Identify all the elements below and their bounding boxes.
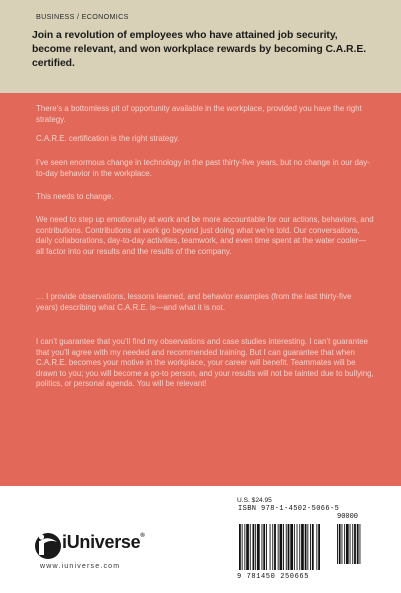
barcode-bar (239, 524, 241, 570)
paragraph-5: We need to step up emotionally at work and be more accountable for our actions, behaviors, and contributions. Contributions at work go beyond just doing what we’re told. Our conversations, daily collaborations, day-to-day activities, teamwork, and even time spent at the water cooler—all factor into our results and the results of the company. (36, 215, 374, 256)
paragraph-3: I’ve seen enormous change in technology in the past thirty-five years, but no change in our day-to-day behavior in the workplace. (36, 158, 370, 178)
barcode-bar (299, 524, 300, 570)
barcode-bar (255, 524, 256, 570)
barcode-bar (262, 524, 263, 570)
barcode-addon-bar (346, 524, 349, 564)
barcode-addon-bar (357, 524, 359, 564)
category-label: BUSINESS / ECONOMICS (36, 12, 129, 21)
price-label: U.S. $24.95 (237, 497, 272, 504)
barcode-addon-bar (339, 524, 341, 564)
barcode-bar (270, 524, 271, 570)
barcode-bar (242, 524, 243, 570)
barcode-addon-bar (337, 524, 338, 564)
paragraph-2: C.A.R.E. certification is the right strategy. (36, 134, 180, 143)
barcode-bar (250, 524, 251, 570)
paragraph-1: There’s a bottomless pit of opportunity available in the workplace, provided you have the right strategy. (36, 104, 362, 124)
barcode-bar (286, 524, 287, 570)
barcode-bar (274, 524, 276, 570)
barcode-bar (301, 524, 304, 570)
barcode-bar (244, 524, 245, 570)
barcode-addon-bar (342, 524, 343, 564)
paragraph-7: I can’t guarantee that you’ll find my observations and case studies interesting. I can’t guarantee that you’ll agree with my needed and recommended training. But I can guarantee that when C.A.R.E. becomes your motive in the workplace, your career will benefit. Teammates will be drawn to you; you will become a go-to person, and your results will not be tainted due to bullying, politics, or personal agenda. You will be relevant! (36, 337, 374, 389)
isbn-label: ISBN 978-1-4502-5066-5 (238, 505, 340, 513)
barcode-bar (316, 524, 317, 570)
paragraph-6: … I provide observations, lessons learned, and behavior examples (from the last thirty-five years) describing what C.A.R.E. is—and what it is not. (36, 292, 352, 312)
description-panel (0, 93, 401, 486)
barcode (237, 514, 367, 572)
barcode-bar (266, 524, 267, 570)
publisher-name: iUniverse® (62, 532, 145, 552)
barcode-bar (253, 524, 255, 570)
barcode-addon-bar (350, 524, 351, 564)
barcode-bar (318, 524, 320, 570)
barcode-bar (307, 524, 308, 570)
barcode-number: 9 781450 250665 (237, 573, 310, 581)
barcode-bar (280, 524, 283, 570)
barcode-bar (246, 524, 249, 570)
barcode-addon-bar (360, 524, 361, 564)
barcode-bar (278, 524, 279, 570)
barcode-addon-bar (354, 524, 356, 564)
barcode-addon-bar (344, 524, 345, 564)
barcode-bar (257, 524, 260, 570)
barcode-bar (294, 524, 295, 570)
barcode-bar (288, 524, 290, 570)
paragraph-4: This needs to change. (36, 192, 114, 201)
barcode-bar (312, 524, 314, 570)
barcode-bar (283, 524, 284, 570)
barcode-bar (263, 524, 265, 570)
headline: Join a revolution of employees who have attained job security, become relevant, and won workplace rewards by becoming C.A.R.E. certified. (32, 30, 367, 69)
barcode-bar (290, 524, 293, 570)
barcode-addon-number: 90000 (337, 513, 359, 521)
barcode-bar (272, 524, 273, 570)
barcode-bar (305, 524, 307, 570)
publisher-website: www.iuniverse.com (40, 563, 121, 570)
barcode-addon-bar (352, 524, 353, 564)
barcode-bar (310, 524, 311, 570)
barcode-bar (297, 524, 298, 570)
